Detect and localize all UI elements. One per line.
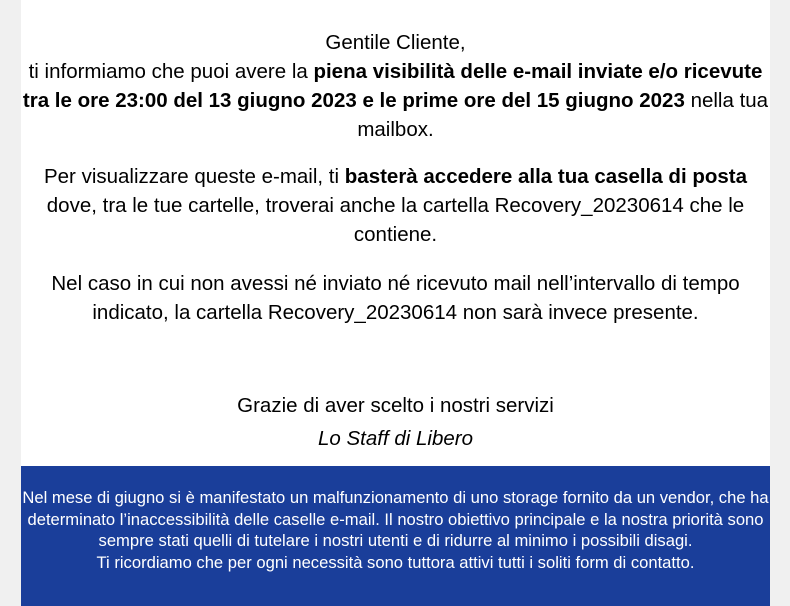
instructions-paragraph <box>21 162 770 249</box>
instructions-text-bold: basterà accedere alla tua casella di posta <box>344 165 748 188</box>
greeting: Gentile Cliente, <box>325 31 466 54</box>
signature: Lo Staff di Libero <box>318 427 473 450</box>
thanks-line: Grazie di aver scelto i nostri servizi <box>237 394 554 417</box>
intro-text-post: nella tua mailbox. <box>357 89 769 141</box>
intro-text-pre: ti informiamo che puoi avere la <box>28 60 314 83</box>
instructions-text-pre: Per visualizzare queste e-mail, ti <box>43 165 345 188</box>
intro-paragraph <box>21 28 770 144</box>
info-banner <box>21 466 770 606</box>
instructions-text-post: dove, tra le tue cartelle, troverai anche la cartella Recovery_20230614 che le contiene. <box>46 194 745 246</box>
banner-text <box>21 487 770 573</box>
email-body-card <box>21 0 770 466</box>
banner-line-2: Ti ricordiamo che per ogni necessità sono tuttora attivi tutti i soliti form di contatto. <box>96 552 695 572</box>
intro-text-bold: piena visibilità delle e-mail inviate e/o ricevute tra le ore 23:00 del 13 giugno 2023 e le prime ore del 15 giugno 2023 <box>22 60 763 112</box>
note-paragraph: Nel caso in cui non avessi né inviato né ricevuto mail nell’intervallo di tempo indicato, la cartella Recovery_20230614 non sarà invece presente. <box>51 272 740 324</box>
banner-line-1: Nel mese di giugno si è manifestato un malfunzionamento di uno storage fornito da un vendor, che ha determinato l’inaccessibilità delle caselle e-mail. Il nostro obiettivo principale e la nostra priorità sono sempre stati quelli di tutelare i nostri utenti e di ridurre al minimo i possibili disagi. <box>22 488 769 550</box>
